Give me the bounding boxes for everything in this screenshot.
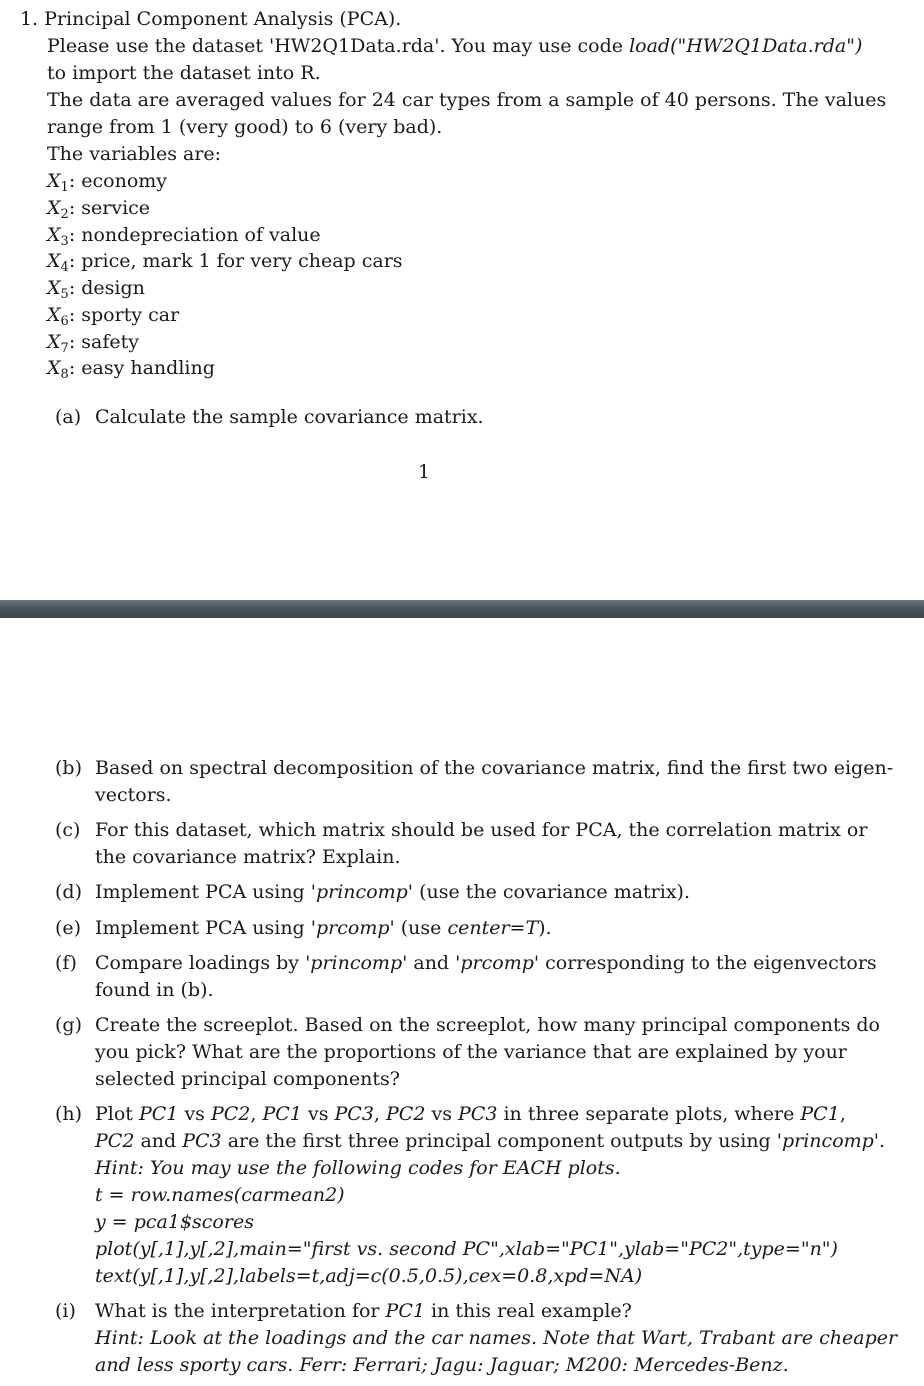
part-c-line-2: the covariance matrix? Explain. <box>95 846 401 868</box>
variable-x6: $X_6$: sporty car <box>47 304 180 329</box>
part-g-line-2: you pick? What are the proportions of the variance that are explained by your <box>95 1041 847 1063</box>
part-i-line-1: What is the interpretation for PC1 in this real example? <box>95 1300 632 1322</box>
part-d-label: (d) <box>55 881 82 903</box>
part-g-line-1: Create the screeplot. Based on the screeplot, how many principal components do <box>95 1014 880 1036</box>
part-a <box>55 404 865 431</box>
part-f <box>55 950 877 1004</box>
part-e-label: (e) <box>55 917 82 939</box>
part-h <box>55 1101 886 1290</box>
intro-line-1: Please use the dataset 'HW2Q1Data.rda'. You may use code load("HW2Q1Data.rda") <box>47 35 863 57</box>
part-f-line-1: Compare loadings by 'princomp' and 'prcomp' corresponding to the eigenvectors <box>95 952 877 974</box>
variable-x8: $X_8$: easy handling <box>47 357 215 382</box>
part-b <box>55 755 894 809</box>
part-b-line-1: Based on spectral decomposition of the covariance matrix, find the first two eigen- <box>95 757 894 779</box>
part-a-label: (a) <box>55 406 82 428</box>
part-g-line-3: selected principal components? <box>95 1068 400 1090</box>
page-1 <box>0 0 924 600</box>
part-g <box>55 1012 880 1093</box>
intro-line-5: The variables are: <box>47 143 222 165</box>
code-line-3: plot(y[,1],y[,2],main="first vs. second PC",xlab="PC1",ylab="PC2",type="n") <box>95 1238 838 1260</box>
variable-x7: $X_7$: safety <box>47 331 139 356</box>
part-i-hint-1: Hint: Look at the loadings and the car names. Note that Wart, Trabant are cheaper <box>95 1327 898 1349</box>
part-h-line-2: PC2 and PC3 are the first three principal component outputs by using 'princomp'. <box>95 1130 886 1152</box>
variable-x4: $X_4$: price, mark 1 for very cheap cars <box>47 250 403 275</box>
part-i-hint-2: and less sporty cars. Ferr: Ferrari; Jagu: Jaguar; M200: Mercedes-Benz. <box>95 1354 789 1376</box>
part-b-label: (b) <box>55 757 82 779</box>
part-f-label: (f) <box>55 952 77 974</box>
part-f-line-2: found in (b). <box>95 979 214 1001</box>
load-code: load("HW2Q1Data.rda") <box>629 35 863 57</box>
part-i <box>55 1298 898 1379</box>
intro-line-3: The data are averaged values for 24 car types from a sample of 40 persons. The values <box>47 89 887 111</box>
part-d-text: Implement PCA using 'princomp' (use the covariance matrix). <box>95 881 691 903</box>
part-e-text: Implement PCA using 'prcomp' (use center=T). <box>95 917 552 939</box>
part-c <box>55 817 868 871</box>
part-i-label: (i) <box>55 1300 76 1322</box>
page-number: 1 <box>418 461 431 483</box>
part-h-hint: Hint: You may use the following codes for EACH plots. <box>95 1157 621 1179</box>
variable-x2: $X_2$: service <box>47 197 151 222</box>
part-d <box>55 879 865 906</box>
page-separator <box>0 600 924 618</box>
code-line-4: text(y[,1],y[,2],labels=t,adj=c(0.5,0.5),cex=0.8,xpd=NA) <box>95 1265 643 1287</box>
variable-x1: $X_1$: economy <box>47 170 168 195</box>
intro-line-2: to import the dataset into R. <box>47 62 321 84</box>
part-a-text: Calculate the sample covariance matrix. <box>95 406 484 428</box>
page-2 <box>0 618 924 1386</box>
part-c-line-1: For this dataset, which matrix should be used for PCA, the correlation matrix or <box>95 819 868 841</box>
question-heading: 1. Principal Component Analysis (PCA). <box>20 8 402 30</box>
code-line-1: t = row.names(carmean2) <box>95 1184 345 1206</box>
variable-x3: $X_3$: nondepreciation of value <box>47 224 321 249</box>
intro-line-4: range from 1 (very good) to 6 (very bad). <box>47 116 443 138</box>
code-line-2: y = pca1$scores <box>95 1211 254 1233</box>
part-g-label: (g) <box>55 1014 82 1036</box>
part-b-line-2: vectors. <box>95 784 172 806</box>
part-h-line-1: Plot PC1 vs PC2, PC1 vs PC3, PC2 vs PC3 in three separate plots, where PC1, <box>95 1103 846 1125</box>
part-e <box>55 915 865 942</box>
part-h-label: (h) <box>55 1103 83 1125</box>
part-c-label: (c) <box>55 819 81 841</box>
variable-x5: $X_5$: design <box>47 277 145 302</box>
